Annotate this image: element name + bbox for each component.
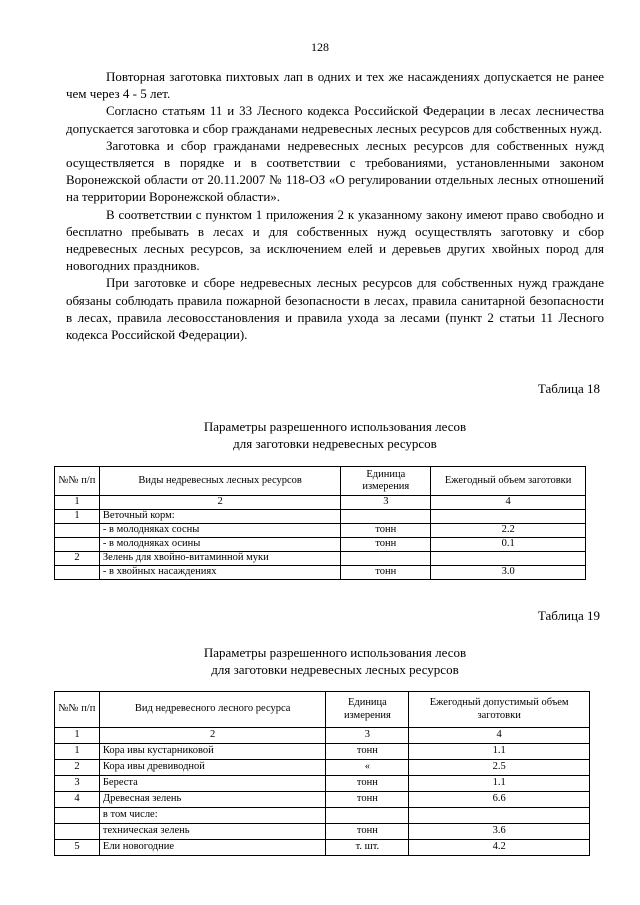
cell-number (55, 524, 100, 538)
cell-volume (431, 552, 586, 566)
table-row (55, 566, 586, 580)
cell-number: 3 (55, 776, 100, 792)
cell-volume: 2.5 (409, 760, 590, 776)
cell-volume: 1.1 (409, 744, 590, 760)
cell-number: 1 (55, 510, 100, 524)
table-row (55, 538, 586, 552)
cell-number: 2 (55, 760, 100, 776)
cell-resource: Зелень для хвойно-витаминной муки (99, 552, 340, 566)
cell-unit: тонн (326, 776, 409, 792)
cell-volume: 6.6 (409, 792, 590, 808)
column-number-row (55, 728, 590, 744)
column-number: 3 (341, 496, 431, 510)
cell-resource: техническая зелень (99, 824, 326, 840)
cell-unit: тонн (326, 792, 409, 808)
header-cell: Ежегодный допустимый объем заготовки (409, 692, 590, 728)
cell-resource: Кора ивы древиводной (99, 760, 326, 776)
paragraph: В соответствии с пунктом 1 приложения 2 к указанному закону имеют право свободно и бесплатно пребывать в лесах и для собственных нужд осуществлять заготовку и сбор недревесных лесных ресурсов, за исключением елей и деревьев других хвойных пород для новогодних праздников. (66, 206, 604, 274)
cell-unit (341, 510, 431, 524)
table-row (55, 776, 590, 792)
table-row (55, 824, 590, 840)
page-number: 128 (311, 40, 329, 54)
cell-resource: Ели новогодние (99, 840, 326, 856)
header-cell: Вид недревесного лесного ресурса (99, 692, 326, 728)
table-row (55, 552, 586, 566)
cell-resource: Древесная зелень (99, 792, 326, 808)
cell-unit: тонн (341, 566, 431, 580)
column-number: 2 (99, 728, 326, 744)
table-header-row (55, 467, 586, 496)
cell-unit (326, 808, 409, 824)
cell-volume (409, 808, 590, 824)
table-18-title-line-2: для заготовки недревесных ресурсов (233, 436, 437, 451)
cell-resource: Веточный корм: (99, 510, 340, 524)
column-number-row (55, 496, 586, 510)
table-18-title-line-1: Параметры разрешенного использования лесов (203, 419, 467, 434)
cell-resource: - в хвойных насаждениях (99, 566, 340, 580)
header-cell: Ежегодный объем заготовки (431, 467, 586, 496)
cell-volume: 1.1 (409, 776, 590, 792)
table-row (55, 760, 590, 776)
table-18-label: Таблица 18 (537, 381, 600, 396)
header-cell: №№ п/п (55, 467, 100, 496)
table-19-title-line-2: для заготовки недревесных лесных ресурсов (211, 662, 459, 677)
cell-number (55, 538, 100, 552)
cell-unit: тонн (326, 824, 409, 840)
column-number: 3 (326, 728, 409, 744)
cell-unit: тонн (341, 524, 431, 538)
cell-number: 2 (55, 552, 100, 566)
cell-volume (431, 510, 586, 524)
table-header-row (55, 692, 590, 728)
cell-volume: 0.1 (431, 538, 586, 552)
table-row (55, 840, 590, 856)
cell-volume: 2.2 (431, 524, 586, 538)
table-19-label: Таблица 19 (537, 608, 600, 623)
cell-number (55, 808, 100, 824)
paragraph: Заготовка и сбор гражданами недревесных лесных ресурсов для собственных нужд осуществляется в порядке и в соответствии с требованиями, установленными законом Воронежской области от 20.11.2007 № 118-ОЗ «О регулировании отдельных лесных отношений на территории Воронежской области». (66, 137, 604, 205)
cell-volume: 3.0 (431, 566, 586, 580)
cell-resource: - в молодняках сосны (99, 524, 340, 538)
paragraph: Согласно статьям 11 и 33 Лесного кодекса Российской Федерации в лесах лесничества допускается заготовка и сбор гражданами недревесных лесных ресурсов для собственных нужд. (66, 103, 604, 136)
paragraph: При заготовке и сборе недревесных лесных ресурсов для собственных нужд граждане обязаны соблюдать правила пожарной безопасности в лесах, правила санитарной безопасности в лесах, правила лесовосстановления и правила ухода за лесами (пункт 2 статьи 11 Лесного кодекса Российской Федерации). (66, 275, 604, 343)
column-number: 4 (409, 728, 590, 744)
table-row (55, 524, 586, 538)
table-row (55, 510, 586, 524)
table-row (55, 792, 590, 808)
table-19-title (66, 644, 604, 678)
table-19 (54, 691, 590, 856)
header-cell: Виды недревесных лесных ресурсов (99, 467, 340, 496)
paragraph: Повторная заготовка пихтовых лап в одних и тех же насаждениях допускается не ранее чем через 4 - 5 лет. (66, 69, 604, 102)
cell-number: 4 (55, 792, 100, 808)
cell-unit (341, 552, 431, 566)
table-19-title-line-1: Параметры разрешенного использования лесов (203, 645, 467, 660)
column-number: 4 (431, 496, 586, 510)
cell-volume: 3.6 (409, 824, 590, 840)
header-cell: Единица измерения (326, 692, 409, 728)
cell-unit: т. шт. (326, 840, 409, 856)
header-cell: Единица измерения (341, 467, 431, 496)
header-cell: №№ п/п (55, 692, 100, 728)
cell-volume: 4.2 (409, 840, 590, 856)
cell-unit: тонн (326, 744, 409, 760)
cell-resource: Кора ивы кустарниковой (99, 744, 326, 760)
cell-resource: Береста (99, 776, 326, 792)
column-number: 2 (99, 496, 340, 510)
cell-number: 1 (55, 744, 100, 760)
column-number: 1 (55, 728, 100, 744)
cell-unit: тонн (341, 538, 431, 552)
cell-number (55, 566, 100, 580)
table-18 (54, 466, 586, 580)
table-18-title (66, 418, 604, 452)
body-text (66, 68, 604, 343)
column-number: 1 (55, 496, 100, 510)
cell-unit: « (326, 760, 409, 776)
table-row (55, 808, 590, 824)
table-row (55, 744, 590, 760)
cell-resource: - в молодняках осины (99, 538, 340, 552)
cell-number: 5 (55, 840, 100, 856)
cell-resource: в том числе: (99, 808, 326, 824)
cell-number (55, 824, 100, 840)
